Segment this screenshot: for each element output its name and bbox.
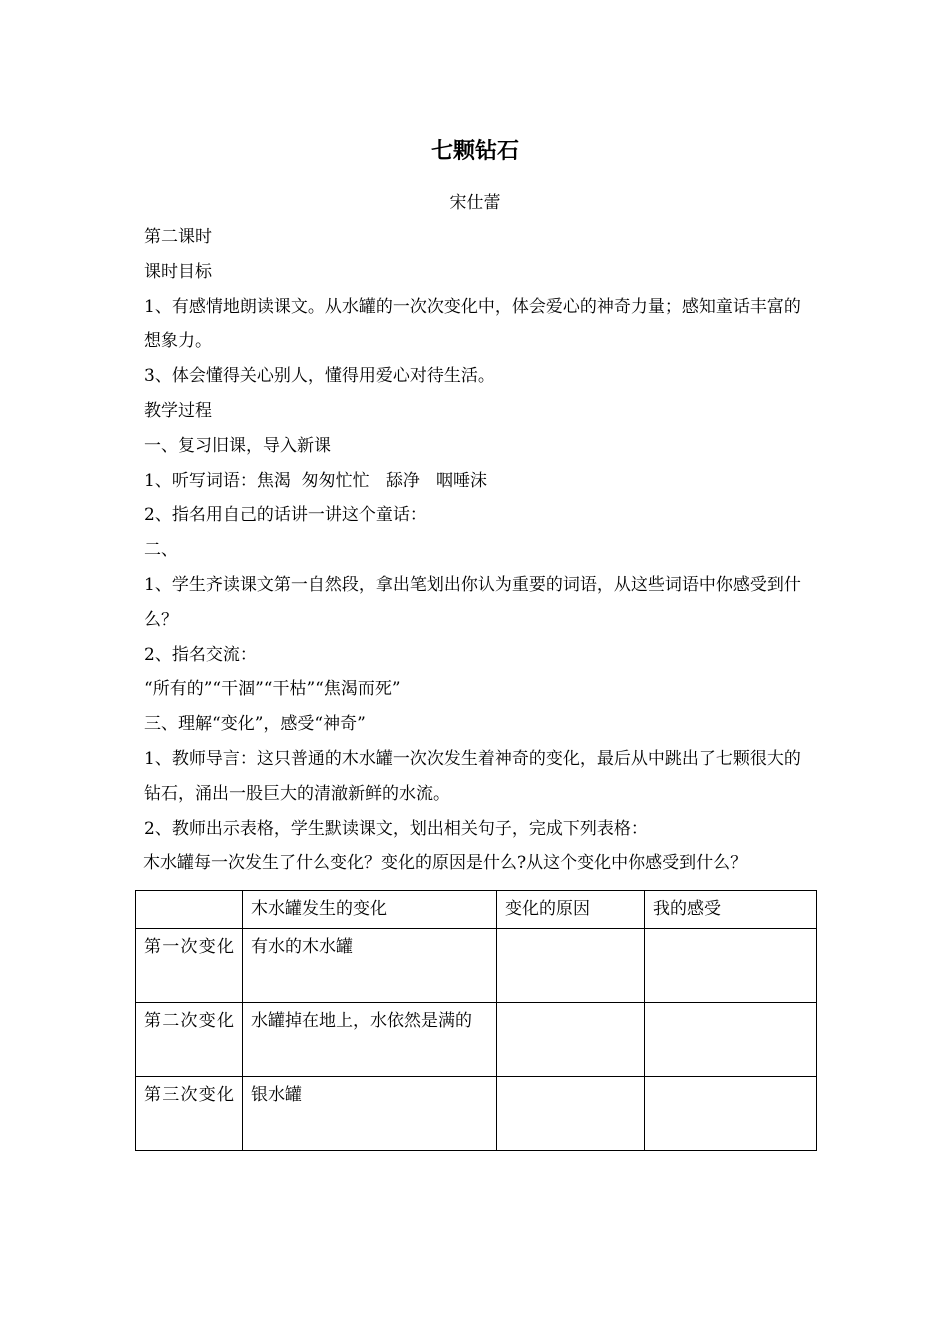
paragraph-table-instruction: 2、教师出示表格，学生默读课文，划出相关句子，完成下列表格： bbox=[144, 818, 648, 839]
paragraph-exchange: 2、指名交流： bbox=[144, 644, 257, 665]
table-row-label: 第三次变化 bbox=[136, 1077, 243, 1151]
paragraph-goals-heading: 课时目标 bbox=[144, 261, 212, 282]
table-cell bbox=[497, 929, 645, 1003]
paragraph-lesson: 第二课时 bbox=[144, 227, 212, 247]
paragraph-section-1: 一、复习旧课，导入新课 bbox=[144, 435, 331, 456]
table-cell bbox=[645, 1003, 817, 1077]
document-author: 宋仕蕾 bbox=[449, 193, 501, 213]
table-row-label: 第一次变化 bbox=[136, 929, 243, 1003]
paragraph-goal-3: 3、体会懂得关心别人，懂得用爱心对待生活。 bbox=[144, 366, 495, 387]
table-row bbox=[136, 1003, 817, 1077]
paragraph-table-question: 木水罐每一次发生了什么变化？变化的原因是什么?从这个变化中你感受到什么？ bbox=[143, 853, 748, 874]
table-cell: 有水的木水罐 bbox=[243, 929, 497, 1003]
table-header-cell bbox=[136, 891, 243, 929]
table-cell: 银水罐 bbox=[243, 1077, 497, 1151]
paragraph-read-aloud: 1、学生齐读课文第一自然段，拿出笔划出你认为重要的词语，从这些词语中你感受到什么？ bbox=[144, 574, 801, 630]
table-header-cell: 木水罐发生的变化 bbox=[243, 891, 497, 929]
table-row-label: 第二次变化 bbox=[136, 1003, 243, 1077]
table-cell bbox=[645, 929, 817, 1003]
table-header-cell: 变化的原因 bbox=[497, 891, 645, 929]
table-header-row bbox=[136, 891, 817, 929]
paragraph-dictation: 1、听写词语：焦渴 匆匆忙忙 舔净 咽唾沫 bbox=[144, 470, 488, 491]
table-row bbox=[136, 1077, 817, 1151]
change-table bbox=[135, 890, 817, 1151]
paragraph-section-3: 三、理解“变化”，感受“神奇” bbox=[144, 714, 366, 735]
paragraph-retell: 2、指名用自己的话讲一讲这个童话： bbox=[144, 505, 427, 526]
table-row bbox=[136, 929, 817, 1003]
table-cell: 水罐掉在地上，水依然是满的 bbox=[243, 1003, 497, 1077]
document-title: 七颗钻石 bbox=[430, 139, 519, 164]
paragraph-key-words: “所有的”“干涸”“干枯”“焦渴而死” bbox=[144, 679, 401, 700]
table-cell bbox=[497, 1003, 645, 1077]
table-header-cell: 我的感受 bbox=[645, 891, 817, 929]
paragraph-teacher-intro: 1、教师导言：这只普通的木水罐一次次发生着神奇的变化，最后从中跳出了七颗很大的钻石，涌出一股巨大的清澈新鲜的水流。 bbox=[144, 748, 801, 804]
table-cell bbox=[497, 1077, 645, 1151]
document-body bbox=[144, 220, 814, 881]
paragraph-process-heading: 教学过程 bbox=[144, 400, 212, 421]
paragraph-goal-1: 1、有感情地朗读课文。从水罐的一次次变化中，体会爱心的神奇力量；感知童话丰富的想象力。 bbox=[144, 296, 801, 352]
paragraph-section-2: 二、 bbox=[144, 540, 178, 561]
table-cell bbox=[645, 1077, 817, 1151]
